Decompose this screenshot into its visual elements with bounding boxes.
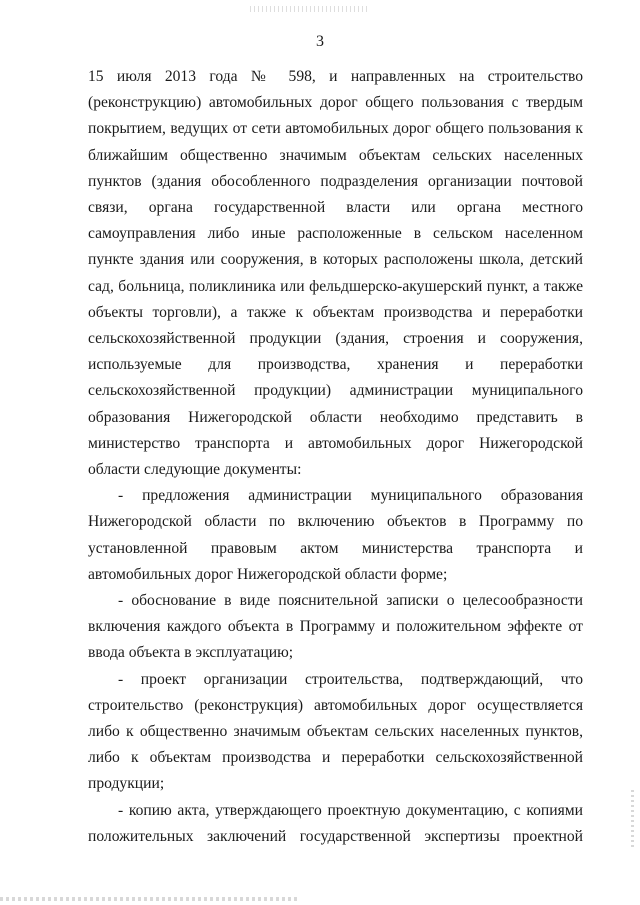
scan-noise-right <box>631 790 634 850</box>
list-item-proposals: - предложения администрации муниципального образования Нижегородской области по включению объектов в Программу по установленной правовым актом министерства транспорта и автомобильных дорог Нижегородской области форме; <box>88 487 583 583</box>
paragraph-intro: 15 июля 2013 года № 598, и направленных на строительство (реконструкцию) автомобильных дорог общего пользования с твердым покрытием, ведущих от сети автомобильных дорог общего пользования к ближайшим общественно значимым объектам сельских населенных пунктов (здания обособленного подразделения организации почтовой связи, органа государственной власти или органа местного самоуправления либо иные расположенные в сельском населенном пункте здания или сооружения, в которых расположены школа, детский сад, больница, поликлиника или фельдшерско-акушерский пункт, а также объекты торговли), а также к объектам производства и переработки сельскохозяйственной продукции (здания, строения и сооружения, используемые для производства, хранения и переработки сельскохозяйственной продукции) администрации муниципального образования Нижегородской области необходимо представить в министерство транспорта и автомобильных дорог Нижегородской области следующие документы: <box>88 68 583 479</box>
scan-noise-top <box>250 6 370 12</box>
document-body <box>88 64 583 850</box>
list-item-act-copy-text: - копию акта, утверждающего проектную документацию, с копиями положительных заключений государственной экспертизы проектной <box>88 801 583 845</box>
page-number: 3 <box>316 33 324 50</box>
scan-noise-bottom <box>0 897 300 901</box>
list-item-construction-project: - проект организации строительства, подтверждающий, что строительство (реконструкция) автомобильных дорог осуществляется либо к общественно значимым объектам сельских населенных пунктов, либо к объектам производства и переработки сельскохозяйственной продукции; <box>88 670 583 793</box>
list-item-act-copy <box>88 798 583 850</box>
list-item-justification: - обоснование в виде пояснительной записки о целесообразности включения каждого объекта в Программу и положительном эффекте от ввода объекта в эксплуатацию; <box>88 592 583 662</box>
